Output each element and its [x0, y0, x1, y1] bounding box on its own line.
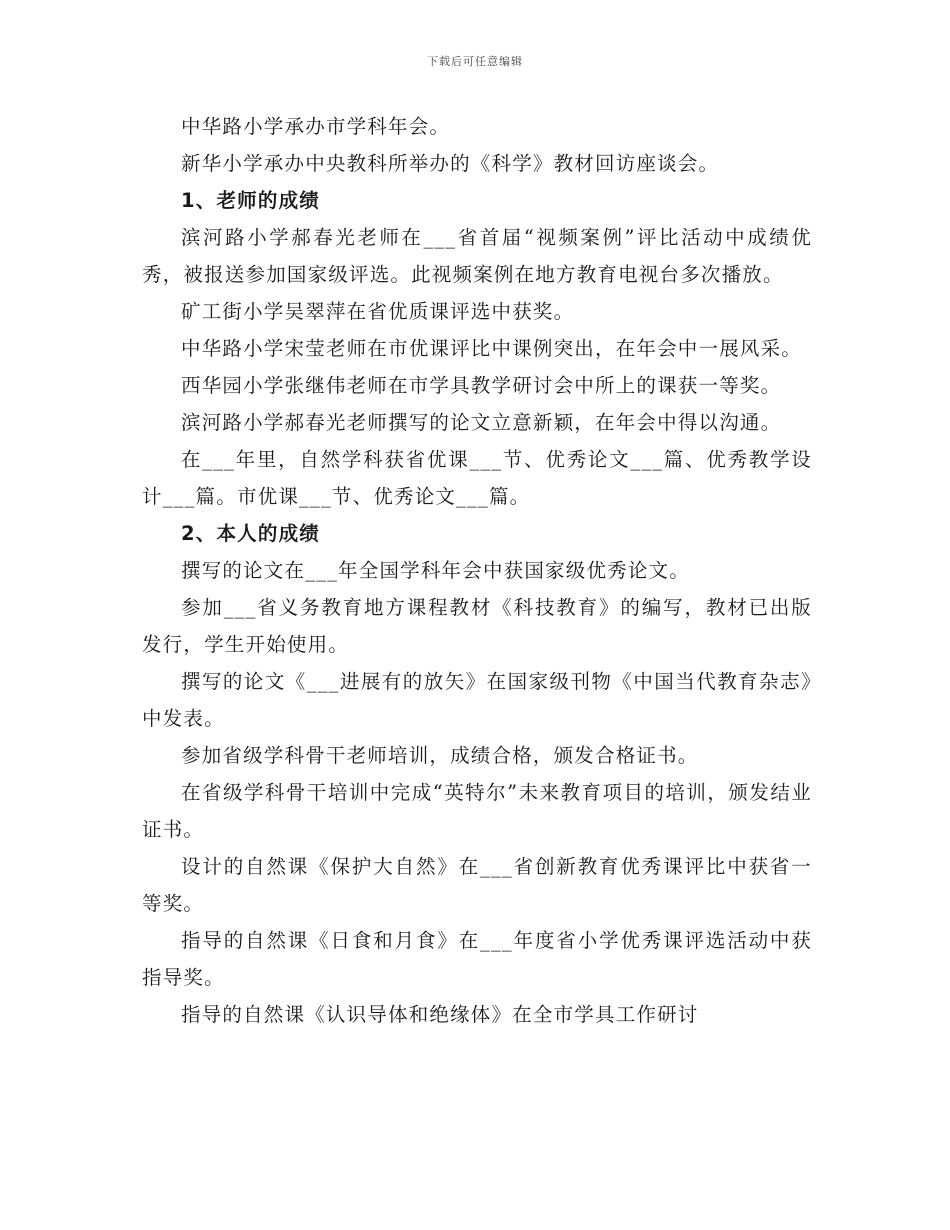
body-paragraph: 中华路小学承办市学科年会。	[181, 115, 451, 138]
section-heading: 1、老师的成绩	[181, 189, 320, 212]
header-note: 下载后可任意编辑	[427, 55, 523, 68]
document-body	[142, 108, 812, 1033]
body-paragraph: 滨河路小学郝春光老师撰写的论文立意新颖，在年会中得以沟通。	[181, 411, 782, 434]
body-paragraph: 中华路小学宋莹老师在市优课评比中课例突出，在年会中一展风采。	[181, 337, 803, 360]
body-paragraph: 滨河路小学郝春光老师在___省首届“视频案例”评比活动中成绩优秀，被报送参加国家级评选。此视频案例在地方教育电视台多次播放。	[142, 226, 812, 286]
body-paragraph: 撰写的论文《___进展有的放矢》在国家级刊物《中国当代教育杂志》中发表。	[142, 670, 812, 730]
body-paragraph: 在省级学科骨干培训中完成“英特尔”未来教育项目的培训，颁发结业证书。	[142, 781, 812, 841]
body-paragraph: 指导的自然课《日食和月食》在___年度省小学优秀课评选活动中获指导奖。	[142, 929, 812, 989]
body-paragraph: 指导的自然课《认识导体和绝缘体》在全市学具工作研讨	[181, 1003, 699, 1026]
body-paragraph: 在___年里，自然学科获省优课___节、优秀论文___篇、优秀教学设计___篇。市优课___节、优秀论文___篇。	[142, 448, 812, 508]
body-paragraph: 西华园小学张继伟老师在市学具教学研讨会中所上的课获一等奖。	[181, 374, 782, 397]
body-paragraph: 新华小学承办中央教科所举办的《科学》教材回访座谈会。	[181, 152, 720, 175]
body-paragraph: 参加___省义务教育地方课程教材《科技教育》的编写，教材已出版发行，学生开始使用。	[142, 596, 812, 656]
section-heading: 2、本人的成绩	[181, 522, 320, 545]
body-paragraph: 撰写的论文在___年全国学科年会中获国家级优秀论文。	[181, 559, 690, 582]
body-paragraph: 设计的自然课《保护大自然》在___省创新教育优秀课评比中获省一等奖。	[142, 855, 812, 915]
body-paragraph: 参加省级学科骨干老师培训，成绩合格，颁发合格证书。	[181, 744, 699, 767]
body-paragraph: 矿工街小学吴翠萍在省优质课评选中获奖。	[181, 300, 575, 323]
